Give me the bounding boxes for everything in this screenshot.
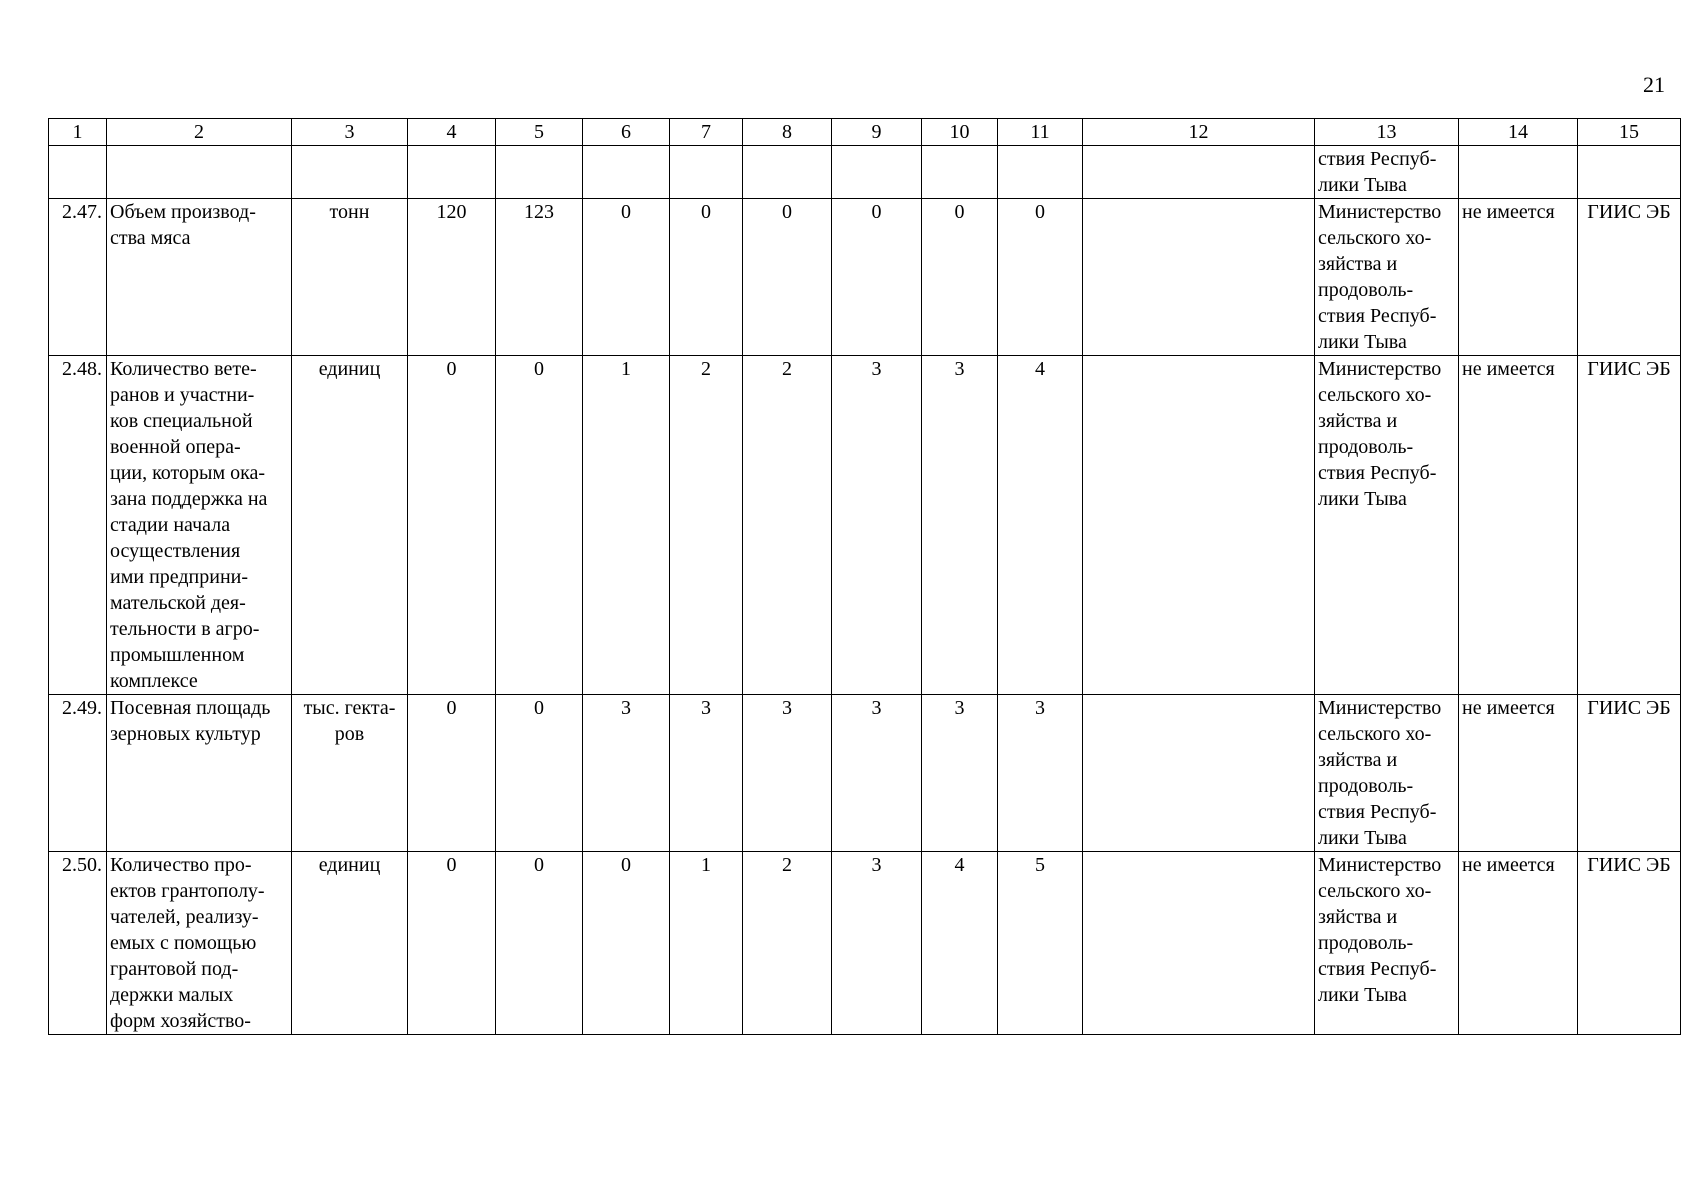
value-cell: 0 bbox=[408, 852, 496, 1035]
value-cell: 0 bbox=[496, 852, 583, 1035]
column-12-cell bbox=[1083, 695, 1315, 852]
row-number: 2.49. bbox=[49, 695, 107, 852]
value-cell: 3 bbox=[743, 695, 832, 852]
responsible-org: Министерство сельского хо- зяйства и продоволь- ствия Респуб- лики Тыва bbox=[1315, 852, 1459, 1035]
indicators-table bbox=[48, 118, 1681, 1035]
column-number: 8 bbox=[743, 119, 832, 146]
value-cell: 120 bbox=[408, 199, 496, 356]
system-cell: ГИИС ЭБ bbox=[1578, 852, 1681, 1035]
value-cell: 3 bbox=[832, 852, 922, 1035]
column-number: 6 bbox=[583, 119, 670, 146]
unit: тыс. гекта- ров bbox=[292, 695, 408, 852]
value-cell: 3 bbox=[922, 356, 998, 695]
value-cell: 0 bbox=[670, 199, 743, 356]
page-number: 21 bbox=[1643, 72, 1665, 97]
continuation-row bbox=[49, 146, 1681, 199]
row-number: 2.50. bbox=[49, 852, 107, 1035]
value-cell: 1 bbox=[583, 356, 670, 695]
value-cell: 2 bbox=[743, 852, 832, 1035]
table-row bbox=[49, 356, 1681, 695]
column-number: 4 bbox=[408, 119, 496, 146]
column-number: 10 bbox=[922, 119, 998, 146]
value-cell: 0 bbox=[408, 356, 496, 695]
responsible-org: Министерство сельского хо- зяйства и продоволь- ствия Респуб- лики Тыва bbox=[1315, 199, 1459, 356]
value-cell: 0 bbox=[583, 852, 670, 1035]
column-number: 1 bbox=[49, 119, 107, 146]
value-cell: 0 bbox=[496, 356, 583, 695]
responsible-org: ствия Респуб- лики Тыва bbox=[1315, 146, 1459, 199]
availability-cell: не имеется bbox=[1459, 852, 1578, 1035]
indicators-table-wrapper bbox=[48, 118, 1680, 1035]
column-12-cell bbox=[1083, 852, 1315, 1035]
system-cell: ГИИС ЭБ bbox=[1578, 199, 1681, 356]
row-number: 2.48. bbox=[49, 356, 107, 695]
value-cell: 4 bbox=[922, 852, 998, 1035]
column-number: 11 bbox=[998, 119, 1083, 146]
column-number: 3 bbox=[292, 119, 408, 146]
unit: единиц bbox=[292, 356, 408, 695]
value-cell: 0 bbox=[496, 695, 583, 852]
value-cell: 2 bbox=[743, 356, 832, 695]
value-cell: 3 bbox=[670, 695, 743, 852]
column-number: 15 bbox=[1578, 119, 1681, 146]
column-number-row bbox=[49, 119, 1681, 146]
value-cell: 0 bbox=[832, 199, 922, 356]
responsible-org: Министерство сельского хо- зяйства и продоволь- ствия Респуб- лики Тыва bbox=[1315, 695, 1459, 852]
column-number: 2 bbox=[107, 119, 292, 146]
indicator-name: Объем производ- ства мяса bbox=[107, 199, 292, 356]
availability-cell: не имеется bbox=[1459, 199, 1578, 356]
responsible-org: Министерство сельского хо- зяйства и продоволь- ствия Респуб- лики Тыва bbox=[1315, 356, 1459, 695]
unit: единиц bbox=[292, 852, 408, 1035]
value-cell: 123 bbox=[496, 199, 583, 356]
column-12-cell bbox=[1083, 356, 1315, 695]
value-cell: 0 bbox=[922, 199, 998, 356]
indicator-name: Количество про- ектов грантополу- чателей, реализу- емых с помощью грантовой под- держки малых форм хозяйство- bbox=[107, 852, 292, 1035]
system-cell: ГИИС ЭБ bbox=[1578, 695, 1681, 852]
unit: тонн bbox=[292, 199, 408, 356]
value-cell: 0 bbox=[743, 199, 832, 356]
value-cell: 3 bbox=[583, 695, 670, 852]
indicator-name: Количество вете- ранов и участни- ков специальной военной опера- ции, которым ока- зана поддержка на стадии начала осуществления ими предприни- мательской дея- тельности в агро- промышленном комплексе bbox=[107, 356, 292, 695]
column-number: 7 bbox=[670, 119, 743, 146]
column-number: 12 bbox=[1083, 119, 1315, 146]
value-cell: 2 bbox=[670, 356, 743, 695]
table-row bbox=[49, 695, 1681, 852]
value-cell: 3 bbox=[832, 695, 922, 852]
value-cell: 5 bbox=[998, 852, 1083, 1035]
row-number: 2.47. bbox=[49, 199, 107, 356]
indicator-name: Посевная площадь зерновых культур bbox=[107, 695, 292, 852]
column-number: 14 bbox=[1459, 119, 1578, 146]
value-cell: 0 bbox=[408, 695, 496, 852]
value-cell: 3 bbox=[832, 356, 922, 695]
table-row bbox=[49, 199, 1681, 356]
value-cell: 4 bbox=[998, 356, 1083, 695]
system-cell: ГИИС ЭБ bbox=[1578, 356, 1681, 695]
availability-cell: не имеется bbox=[1459, 695, 1578, 852]
column-number: 5 bbox=[496, 119, 583, 146]
value-cell: 0 bbox=[998, 199, 1083, 356]
value-cell: 3 bbox=[922, 695, 998, 852]
value-cell: 3 bbox=[998, 695, 1083, 852]
availability-cell: не имеется bbox=[1459, 356, 1578, 695]
value-cell: 1 bbox=[670, 852, 743, 1035]
table-row bbox=[49, 852, 1681, 1035]
value-cell: 0 bbox=[583, 199, 670, 356]
column-number: 9 bbox=[832, 119, 922, 146]
column-12-cell bbox=[1083, 199, 1315, 356]
column-number: 13 bbox=[1315, 119, 1459, 146]
